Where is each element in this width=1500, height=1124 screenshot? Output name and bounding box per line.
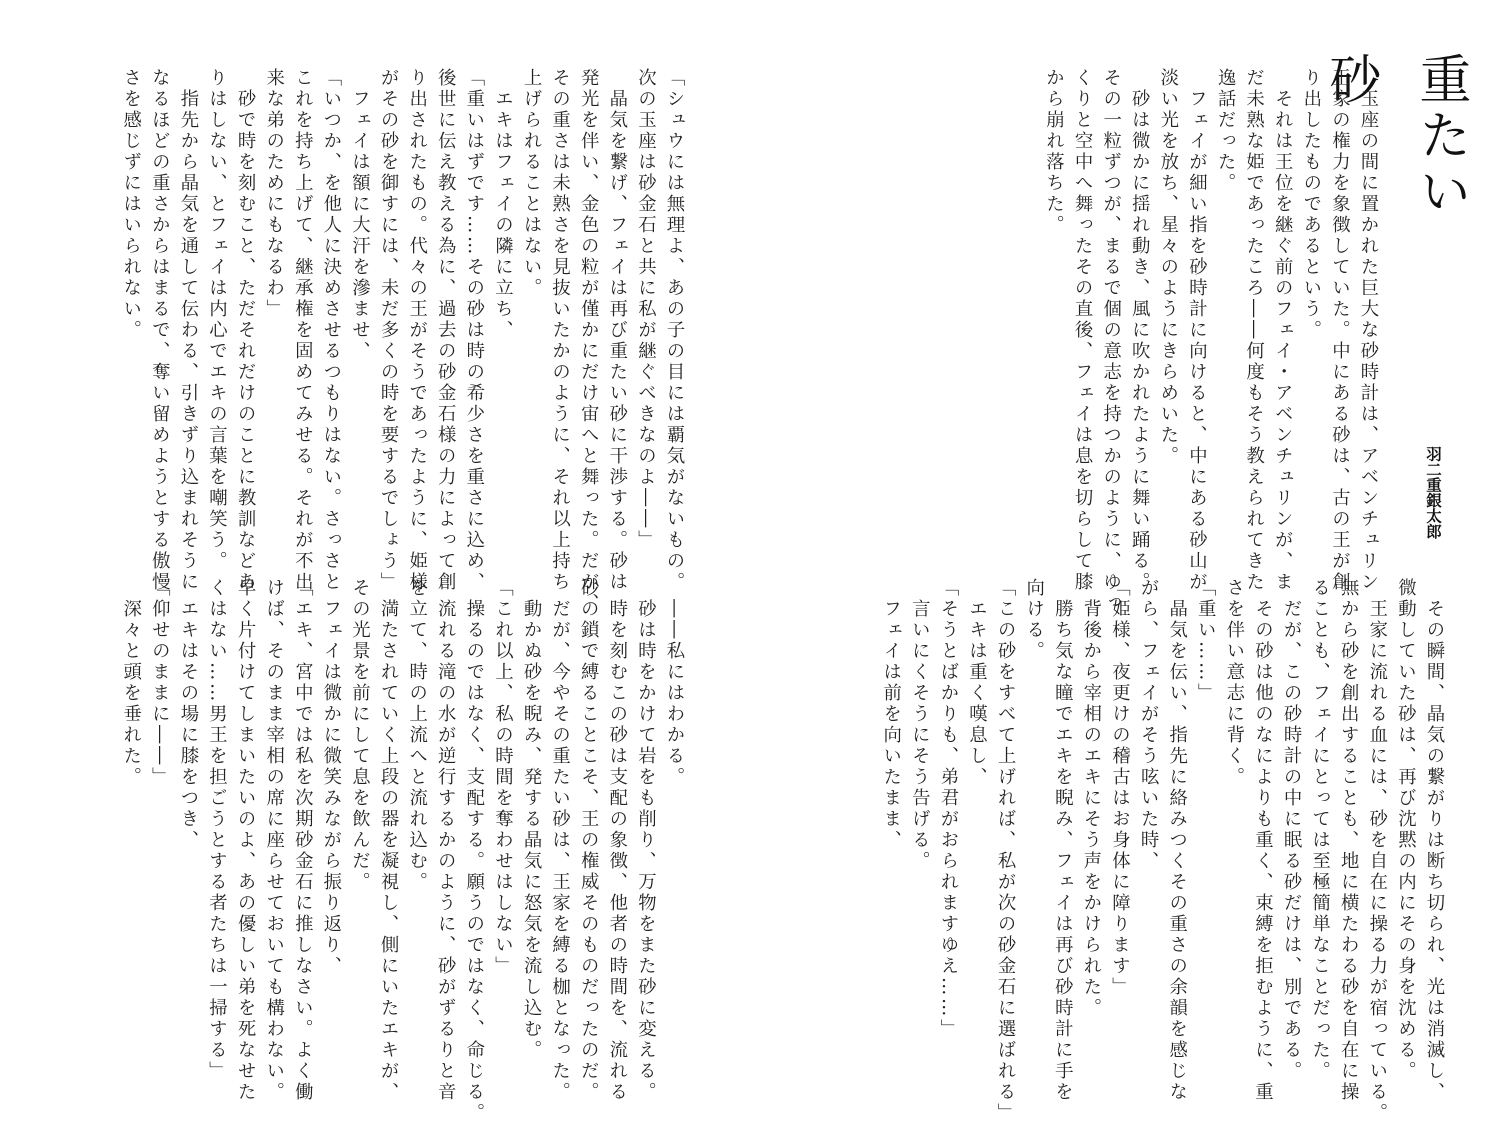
text-column: フェイは前を向いたまま、 [880, 578, 902, 851]
text-column: 「重いはずです……その砂は時の希少さを重さに込め、 [463, 68, 485, 593]
text-column: これを持ち上げて、継承権を固めてみせる。それが不出 [292, 68, 314, 593]
text-column: 「仰せのままに――」 [149, 578, 171, 788]
author-name: 羽二重銀太郎 [1424, 446, 1442, 539]
text-column: から崩れ落ちた。 [1043, 68, 1065, 236]
text-column: り出したものであるという。 [1300, 68, 1322, 341]
text-column: りはしない、とフェイは内心でエキの言葉を嘲笑う。 [206, 68, 228, 572]
text-column: 操るのではなく、支配する。願うのではなく、命じる。 [463, 578, 485, 1124]
text-column: 指先から晶気を通して伝わる、引きずり込まれそうに [177, 68, 199, 593]
text-column: 「姫様、夜更けの稽古はお身体に障ります」 [1109, 578, 1131, 998]
text-column: くりと空中へ舞ったその直後、フェイは息を切らして膝 [1072, 68, 1094, 593]
text-column: けば、そのまま宰相の席に座らせておいても構わない。 [263, 578, 285, 1103]
text-column: 「そうとばかりも、弟君がおられますゆえ……」 [937, 578, 959, 1040]
text-column: その瞬間、晶気の繋がりは断ち切られ、光は消滅し、 [1424, 578, 1445, 1103]
text-column: 動かぬ砂を睨み、発する晶気に怒気を流し込む。 [521, 578, 543, 1061]
text-column: 次の玉座は砂金石と共に私が継ぐべきなのよ――」 [635, 68, 657, 551]
text-column: その一粒ずつが、まるで個の意志を持つかのように、ゆっ [1100, 68, 1122, 614]
text-column: を立て、時の上流へと流れ込む。 [406, 578, 428, 893]
text-column: 来な弟のためにもなるわ」 [263, 68, 285, 320]
text-column: 晶気を伝い、指先に絡みつくその重さの余韻を感じな [1166, 578, 1188, 1103]
text-column: 「この砂をすべて上げれば、私が次の砂金石に選ばれる」 [995, 578, 1017, 1124]
text-column: だが、今やその重たい砂は、王家を縛る枷となった。 [549, 578, 571, 1103]
text-column: 時を刻むこの砂は支配の象徴、他者の時間を、流れる [606, 578, 628, 1103]
text-column: エキは重く嘆息し、 [966, 578, 988, 788]
text-column: 微動していた砂は、再び沈黙の内にその身を沈める。 [1395, 578, 1417, 1082]
text-column: 深々と頭を垂れた。 [120, 578, 142, 788]
text-block-top-left [116, 68, 688, 614]
text-column: エキはフェイの隣に立ち、 [492, 68, 514, 341]
text-column: り出されたもの。代々の王がそうであったように、姫様 [406, 68, 428, 593]
text-column: その重さは未熟さを見抜いたかのように、それ以上持ち [549, 68, 571, 593]
text-column: さを感じずにはいられない。 [120, 68, 142, 341]
text-column: 「これ以上、私の時間を奪わせはしない」 [492, 578, 514, 977]
text-column: ――私にはわかる。 [664, 578, 685, 788]
text-column: 晶気を繋げ、フェイは再び重たい砂に干渉する。砂は [606, 68, 628, 593]
text-column: 無から砂を創出することも、地に横たわる砂を自在に操 [1338, 578, 1360, 1103]
text-column: 背後から宰相のエキにそう声をかけられた。 [1080, 578, 1102, 1019]
text-column: だが、この砂時計の中に眠る砂だけは、別である。 [1281, 578, 1303, 1082]
text-column: 「いつか、を他人に決めさせるつもりはない。さっさと [320, 68, 342, 593]
text-column: その光景を前にして息を飲んだ。 [349, 578, 371, 893]
text-column: 「シュウには無理よ、あの子の目には覇気がないもの。 [664, 68, 685, 593]
text-column: 発光を伴い、金色の粒が僅かにだけ宙へと舞った。だが、 [578, 68, 600, 614]
text-column: がら、フェイがそう呟いた時、 [1138, 578, 1160, 872]
text-column: 「重い……」 [1195, 578, 1217, 704]
text-column: なるほどの重さからはまるで、奪い留めようとする傲慢 [149, 68, 171, 593]
text-block-bottom-right [876, 578, 1448, 1124]
story-title: 重たい砂 [1320, 52, 1470, 220]
text-column: 勝ち気な瞳でエキを睨み、フェイは再び砂時計に手を [1052, 578, 1074, 1103]
text-column: 玉座の間に置かれた巨大な砂時計は、アベンチュリン [1358, 68, 1379, 593]
text-column: くはない……男王を担ごうとする者たちは一掃する」 [206, 578, 228, 1082]
text-column: 言いにくそうにそう告げる。 [909, 578, 931, 872]
text-column: がその砂を御すには、未だ多くの時を要するでしょう」 [378, 68, 400, 593]
text-column: その砂は他のなによりも重く、束縛を拒むように、重 [1252, 578, 1274, 1103]
text-column: 「エキ、宮中では私を次期砂金石に推しなさい。よく働 [292, 578, 314, 1103]
text-block-bottom-left [116, 578, 688, 1124]
text-block-top-right [1039, 68, 1382, 614]
text-column: フェイが細い指を砂時計に向けると、中にある砂山が [1186, 68, 1208, 593]
text-column: 王家の権力を象徴していた。中にある砂は、古の王が創 [1329, 68, 1351, 593]
text-column: それは王位を継ぐ前のフェイ・アベンチュリンが、ま [1272, 68, 1294, 593]
text-column: フェイは額に大汗を滲ませ、 [349, 68, 371, 362]
text-column: エキはその場に膝をつき、 [177, 578, 199, 851]
text-column: 上げられることはない。 [521, 68, 543, 299]
text-column: 後世に伝え教える為に、過去の砂金石様の力によって創 [435, 68, 457, 593]
text-column: 向ける。 [1023, 578, 1045, 662]
text-column: 満たされていく上段の器を凝視し、側にいたエキが、 [378, 578, 400, 1103]
text-column: だ未熟な姫であったころ――何度もそう教えられてきた [1243, 68, 1265, 593]
text-column: 流れる滝の水が逆行するかのように、砂がずるりと音 [435, 578, 457, 1103]
text-column: 砂は微かに揺れ動き、風に吹かれたように舞い踊る。 [1129, 68, 1151, 593]
text-column: 逸話だった。 [1215, 68, 1237, 194]
text-column: 砂の鎖で縛ることこそ、王の権威そのものだったのだ。 [578, 578, 600, 1103]
text-column: さを伴い意志に背く。 [1223, 578, 1245, 788]
text-column: ることも、フェイにとっては至極簡単なことだった。 [1309, 578, 1331, 1082]
text-column: 砂で時を刻むこと、ただそれだけのことに教訓などあ [235, 68, 257, 593]
text-column: 早く片付けてしまいたいのよ、あの優しい弟を死なせた [235, 578, 257, 1103]
text-column: 淡い光を放ち、星々のようにきらめいた。 [1157, 68, 1179, 467]
text-column: フェイは微かに微笑みながら振り返り、 [320, 578, 342, 977]
text-column: 王家に流れる血には、砂を自在に操る力が宿っている。 [1366, 578, 1388, 1124]
text-column: 砂は時をかけて岩をも削り、万物をまた砂に変える。 [635, 578, 657, 1103]
